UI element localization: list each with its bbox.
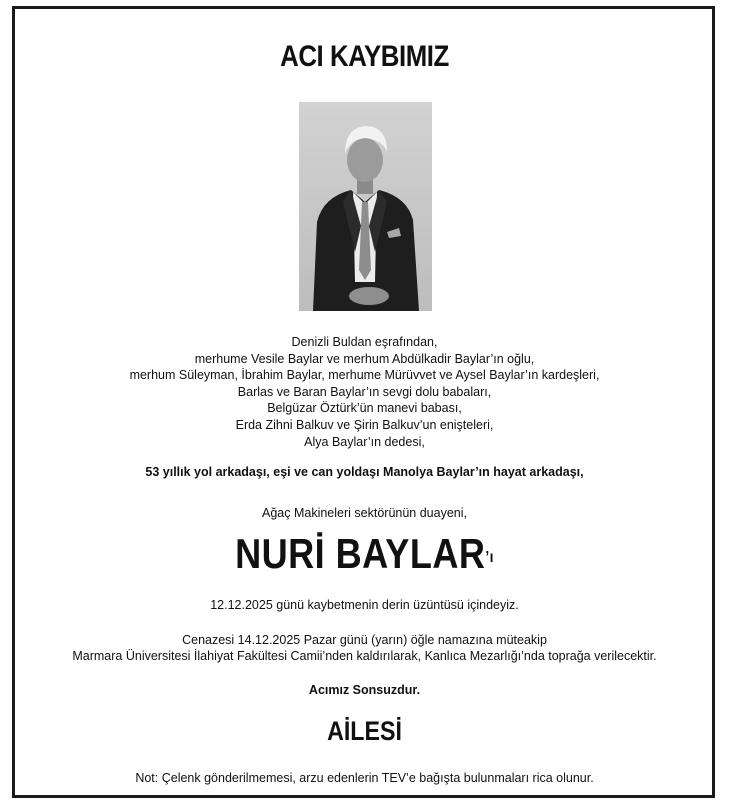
closing-line: Acımız Sonsuzdur.	[308, 683, 421, 697]
funeral-text	[0, 632, 729, 664]
spouse-line: 53 yıllık yol arkadaşı, eşi ve can yoldaşı Manolya Baylar’ın hayat arkadaşı,	[145, 465, 584, 479]
relatives-text	[0, 334, 729, 450]
intro-line: Belgüzar Öztürk’ün manevi babası,	[267, 401, 462, 416]
signature: AİLESİ	[327, 716, 402, 746]
intro-line: Erda Zihni Balkuv ve Şirin Balkuv’un enişteleri,	[235, 417, 494, 432]
death-date-line: 12.12.2025 günü kaybetmenin derin üzüntüsü içindeyiz.	[210, 598, 519, 612]
portrait-illustration	[299, 102, 432, 311]
intro-line: Barlas ve Baran Baylar’ın sevgi dolu babaları,	[237, 384, 492, 399]
intro-line: merhume Vesile Baylar ve merhum Abdülkadir Baylar’ın oğlu,	[194, 351, 535, 366]
funeral-line: Cenazesi 14.12.2025 Pazar günü (yarın) öğle namazına müteakip	[182, 633, 547, 647]
funeral-line: Marmara Üniversitesi İlahiyat Fakültesi Camii’nden kaldırılarak, Kanlıca Mezarlığı’nda toprağa verilecektir.	[72, 649, 657, 663]
intro-line: Denizli Buldan eşrafından,	[291, 335, 438, 349]
deceased-name-text: NURİ BAYLAR	[235, 530, 486, 577]
intro-line: Alya Baylar’ın dedesi,	[304, 434, 425, 449]
note-line: Not: Çelenk gönderilmemesi, arzu edenlerin TEV’e bağışta bulunmaları rica olunur.	[135, 771, 594, 785]
deceased-name	[51, 530, 678, 578]
notice-title: ACI KAYBIMIZ	[280, 40, 449, 73]
intro-line: merhum Süleyman, İbrahim Baylar, merhume Mürüvvet ve Aysel Baylar’ın kardeşleri,	[129, 368, 600, 383]
sector-line: Ağaç Makineleri sektörünün duayeni,	[262, 506, 467, 520]
deceased-name-suffix: ’ı	[485, 549, 494, 566]
portrait-photo	[299, 102, 432, 311]
